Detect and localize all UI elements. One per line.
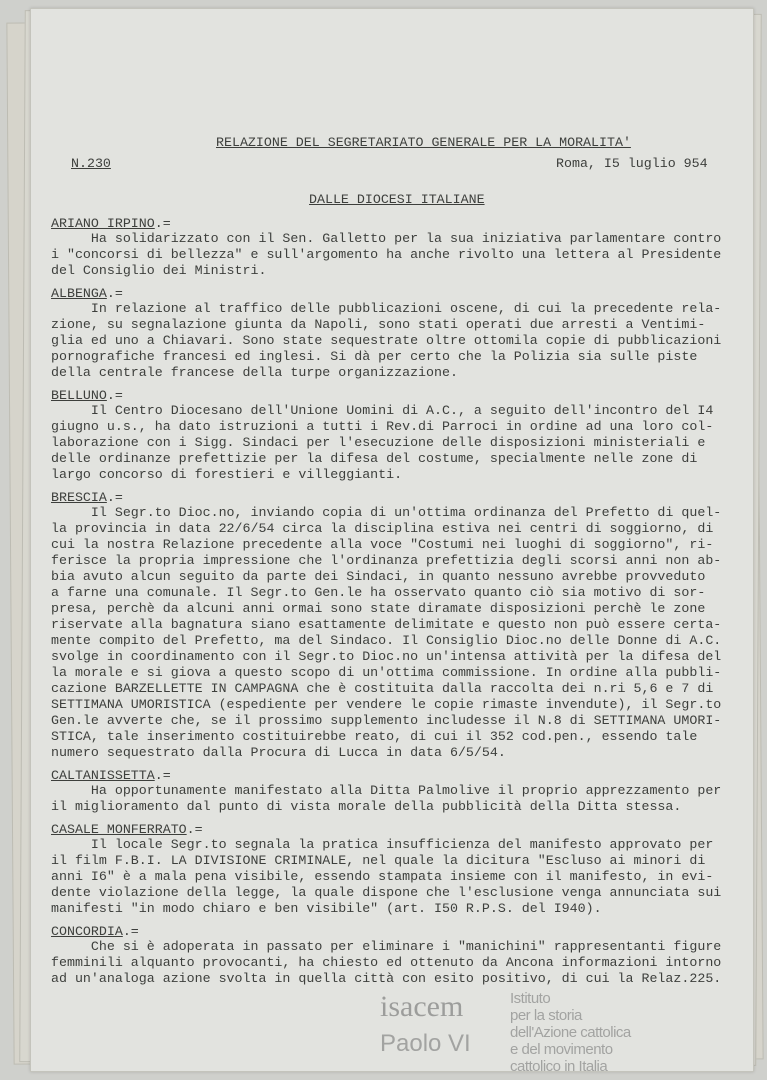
document-title: RELAZIONE DEL SEGRETARIATO GENERALE PER LA MORALITA' (216, 135, 631, 150)
text-line: laborazione con i Sigg. Sindaci per l'esecuzione delle disposizioni ministeriali e (51, 435, 706, 450)
report-date: Roma, I5 luglio 954 (556, 156, 708, 171)
text-line: Il Centro Diocesano dell'Unione Uomini di A.C., a seguito dell'incontro del I4 (51, 403, 714, 418)
diocese-name: BRESCIA (51, 490, 107, 505)
text-line: STICA, tale inserimento costituirebbe reato, di cui il 352 cod.pen., essendo tale (51, 729, 698, 744)
diocese-heading (51, 821, 741, 837)
diocese-name: CONCORDIA (51, 924, 123, 939)
text-line: anni I6" è a mala pena visibile, essendo stampata insieme con il manifesto, in evi- (51, 869, 714, 884)
text-line: cui la nostra Relazione precedente alla voce "Costumi nei luoghi di soggiorno", ri- (51, 537, 714, 552)
diocese-heading (51, 215, 741, 231)
text-line: glia ed uno a Chiavari. Sono state sequestrate oltre ottomila copie di pubblicazioni (51, 333, 722, 348)
diocese-heading (51, 767, 741, 783)
text-line: pornografiche francesi ed inglesi. Si dà per certo che la Polizia sia sulle piste (51, 349, 698, 364)
text-line: mente compito del Prefetto, ma del Sindaco. Il Consiglio Dioc.no delle Donne di A.C. (51, 633, 722, 648)
text-line: il miglioramento dal punto di vista morale della pubblicità della Ditta stessa. (51, 799, 682, 814)
diocese-section (51, 387, 741, 483)
diocese-name: ARIANO IRPINO (51, 216, 155, 231)
heading-suffix: .= (186, 822, 203, 837)
text-line: Il locale Segr.to segnala la pratica insufficienza del manifesto approvato per (51, 837, 714, 852)
text-line: largo concorso di forestieri e villeggianti. (51, 467, 403, 482)
text-line: del Consiglio dei Ministri. (51, 263, 267, 278)
text-line: SETTIMANA UMORISTICA (espediente per vendere le copie rimaste invendute), il Segr.to (51, 697, 722, 712)
text-line: Ha solidarizzato con il Sen. Galletto per la sua iniziativa parlamentare contro (51, 231, 722, 246)
heading-suffix: .= (106, 388, 123, 403)
diocese-name: ALBENGA (51, 286, 107, 301)
text-line: numero sequestrato dalla Procura di Lucca in data 6/5/54. (51, 745, 506, 760)
text-line: bia avuto alcun seguito da parte dei Sindaci, in quanto nessuno avrebbe provveduto (51, 569, 706, 584)
text-line: della centrale francese della turpe organizzazione. (51, 365, 458, 380)
text-line: manifesti "in modo chiaro e ben visibile" (art. I50 R.P.S. del I940). (51, 901, 602, 916)
isacem-logo: isacem (380, 990, 464, 1023)
diocese-section (51, 923, 741, 987)
text-line: giugno u.s., ha dato istruzioni a tutti i Rev.di Parroci in ordine ad una loro col- (51, 419, 714, 434)
text-line: femminili alquanto provocanti, ha chiesto ed ottenuto da Ancona informazioni intorno (51, 955, 722, 970)
diocese-heading (51, 923, 741, 939)
diocese-section (51, 767, 741, 815)
text-line: ferisce la propria impressione che l'ordinanza prefettizia degli scorsi anni non ab- (51, 553, 722, 568)
text-line: la provincia in data 22/6/54 circa la disciplina estiva nei centri di soggiorno, di (51, 521, 714, 536)
text-line: la morale e si giova a questo scopo di un'ottima commissione. In ordine alla pubbli- (51, 665, 722, 680)
sections-container (51, 215, 741, 987)
text-line: il film F.B.I. LA DIVISIONE CRIMINALE, nel quale la dicitura "Escluso ai minori di (51, 853, 706, 868)
diocese-heading (51, 285, 741, 301)
text-line: delle ordinanze prefettizie per la difesa del costume, specialmente nelle zone di (51, 451, 698, 466)
diocese-heading (51, 489, 741, 505)
diocese-section (51, 821, 741, 917)
text-line: Che si è adoperata in passato per eliminare i "manichini" rappresentanti figure (51, 939, 722, 954)
diocese-heading (51, 387, 741, 403)
archive-watermark (380, 990, 700, 1078)
document-subtitle: DALLE DIOCESI ITALIANE (309, 192, 485, 207)
text-line: svolge in coordinamento con il Segr.to Dioc.no un'intensa attività per la difesa del (51, 649, 722, 664)
heading-suffix: .= (106, 286, 123, 301)
diocese-section (51, 215, 741, 279)
text-line: zione, su segnalazione giunta da Napoli, sono stati operati due arresti a Ventimi- (51, 317, 706, 332)
text-line: riservate alla bagnatura siano esattamente delimitate e questo non può essere certa- (51, 617, 722, 632)
text-line: Ha opportunamente manifestato alla Ditta Palmolive il proprio apprezzamento per (51, 783, 722, 798)
diocese-name: BELLUNO (51, 388, 107, 403)
diocese-section (51, 285, 741, 381)
text-line: Gen.le avverte che, se il prossimo supplemento includesse il N.8 di SETTIMANA UMORI- (51, 713, 722, 728)
text-line: i "concorsi di bellezza" e sull'argomento ha anche rivolto una lettera al Presidente (51, 247, 722, 262)
heading-suffix: .= (154, 768, 171, 783)
document-page (30, 8, 754, 1072)
heading-suffix: .= (154, 216, 171, 231)
text-line: ad un'analoga azione svolta in quella città con esito positivo, di cui la Relaz.225. (51, 971, 722, 986)
heading-suffix: .= (122, 924, 139, 939)
watermark-text: Istituto per la storia dell'Azione cattolica e del movimento cattolico in Italia (510, 990, 631, 1075)
text-line: In relazione al traffico delle pubblicazioni oscene, di cui la precedente rela- (51, 301, 722, 316)
text-line: presa, perchè da alcuni anni ormai sono state diramate disposizioni perchè le zone (51, 601, 706, 616)
text-line: a farne una comunale. Il Segr.to Gen.le ha osservato quanto ciò sia motivo di sor- (51, 585, 706, 600)
report-number: N.230 (71, 156, 111, 171)
text-line: Il Segr.to Dioc.no, inviando copia di un'ottima ordinanza del Prefetto di quel- (51, 505, 722, 520)
diocese-name: CASALE MONFERRATO (51, 822, 187, 837)
text-line: dente violazione della legge, la quale dispone che l'esclusione venga annunciata sui (51, 885, 722, 900)
diocese-name: CALTANISSETTA (51, 768, 155, 783)
text-line: cazione BARZELLETTE IN CAMPAGNA che è costituita dalla raccolta dei n.ri 5,6 e 7 di (51, 681, 714, 696)
diocese-section (51, 489, 741, 761)
watermark-name: Paolo VI (380, 1030, 471, 1057)
heading-suffix: .= (106, 490, 123, 505)
